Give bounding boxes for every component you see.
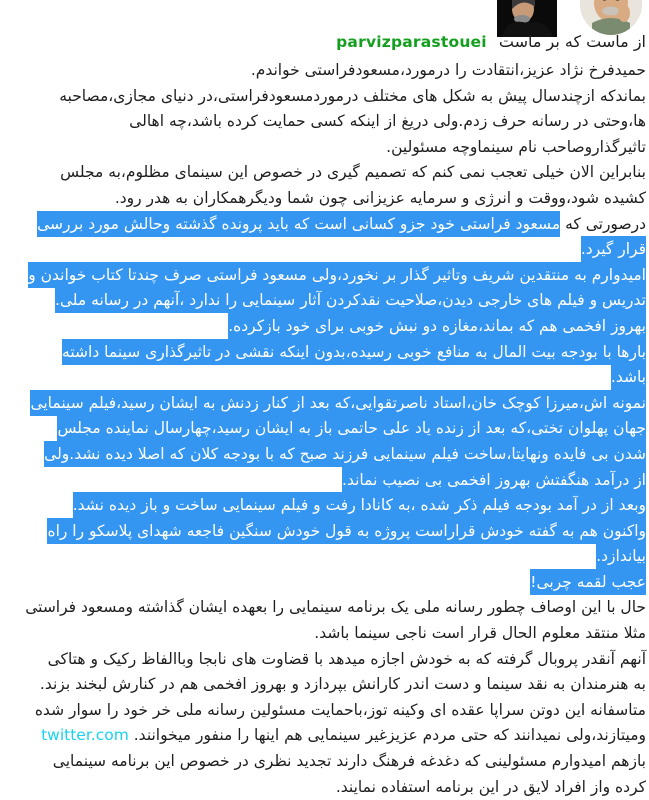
text-line xyxy=(3,595,646,621)
text-line xyxy=(3,314,646,340)
selected-text: جهان پهلوان تختی،که بعد از زنده یاد علی حاتمی باز به ایشان رسید،چهارسال نماینده مجلس xyxy=(57,415,646,441)
message-text-segment: متاسفانه این دوتن سراپا عقده ای وکینه توز،باحمایت مسئولین رسانه ملی خر خود را سوار شده xyxy=(34,700,646,719)
message-text-segment: بنابراین الان خیلی تعجب نمی کنم که تصمیم گیری در خصوص این سینمای مظلوم،به مجلس xyxy=(60,163,646,182)
selected-text: عجب لقمه چربی! xyxy=(530,569,646,595)
selected-text: شدن بی فایده ونهایتا،ساخت فیلم سینمایی فرزند صبح که با بودجه کلان که اصلا دیده نشد.ولی xyxy=(44,441,646,467)
text-line xyxy=(3,263,646,289)
selected-text: بیاندازد. xyxy=(596,543,646,569)
message-text-segment: کشیده شود،ووقت و انرژی و سرمایه عزیزانی چون شما ودیگرهمکاران به هدر رود. xyxy=(114,188,646,207)
text-line xyxy=(3,570,646,596)
text-line xyxy=(3,442,646,468)
text-line xyxy=(3,212,646,238)
selected-text: تدریس و فیلم های خارجی دیدن،صلاحیت نقدکردن آثار سینمایی را ندارد ،آنهم در رسانه ملی. xyxy=(55,287,646,313)
text-line xyxy=(3,468,646,494)
message-text-segment: درصورتی که xyxy=(560,214,646,233)
message-text-segment: حال با این اوصاف چطور رسانه ملی یک برنامه سینمایی را بعهده ایشان گذاشته ومسعود فراستی xyxy=(25,598,646,617)
profile-avatar[interactable] xyxy=(580,0,642,35)
selected-text: بهروز افخمی هم که بماند،مغازه دو نبش خوبی برای خود بازکرده. xyxy=(228,313,646,339)
text-line xyxy=(3,186,646,212)
selected-text: امیدوارم به منتقدین شریف وتاثیر گذار بر نخورد،ولی مسعود فراستی صرف چندتا کتاب خواندن و xyxy=(28,262,646,288)
text-line xyxy=(3,672,646,698)
selected-text: نمونه اش،میرزا کوچک خان،استاد ناصرتقوایی،که بعد از کنار زدنش به ایشان رسید،فیلم سینمایی xyxy=(30,390,646,416)
selected-text: مسعود فراستی خود جزو کسانی است که باید پرونده گذشته وحالش مورد بررسی xyxy=(37,211,560,237)
selected-text: وبعد از در آمد بودجه فیلم ذکر شده ،به کانادا رفت و فیلم سینمایی ساخت و باز دیده نشد. xyxy=(73,492,646,518)
text-line xyxy=(3,237,646,263)
selected-text: باشد. xyxy=(611,364,646,390)
message-text-segment: به هنرمندان به نقد سینما و دست اندر کارانش بپردازد و بهروز افخمی هم در کنارش لبخند بزند. xyxy=(39,675,646,694)
text-line xyxy=(3,58,646,84)
text-line xyxy=(3,519,646,545)
text-line xyxy=(3,493,646,519)
text-line xyxy=(3,775,646,800)
message-text-segment: ها،وحتی در رسانه حرف زدم.ولی دریغ از اینکه کسی حمایت کرده باشد،چه اهالی xyxy=(129,112,646,131)
selected-text: بارها با بودجه بیت المال به منافع خوبی رسیده،بدون اینکه نقشی در تاثیرگذاری سینما داشته xyxy=(62,339,646,365)
text-line xyxy=(3,109,646,135)
message-text-segment: کرده واز افراد لایق در این برنامه استفاده نمایند. xyxy=(335,777,646,796)
post-title-line xyxy=(0,31,646,53)
post-header xyxy=(0,0,649,57)
text-line xyxy=(3,749,646,775)
text-line xyxy=(3,160,646,186)
message-text-segment: بماندکه ازچندسال پیش به شکل های مختلف درموردمسعودفراستی،در دنیای مجازی،مصاحبه xyxy=(59,86,646,105)
selected-text: از درآمد هنگفتش بهروز افخمی بی نصیب نماند. xyxy=(342,467,646,493)
text-line xyxy=(3,544,646,570)
twitter-link[interactable]: twitter.com xyxy=(41,726,129,745)
header-phrase: از ماست که بر ماست xyxy=(498,32,646,51)
text-line xyxy=(3,288,646,314)
selected-text: قرار گیرد. xyxy=(581,236,646,262)
text-line xyxy=(3,621,646,647)
message-text-segment: بازهم امیدوارم مسئولینی که دغدغه فرهنگ دارند تجدید نظری در خصوص این برنامه سینمایی xyxy=(52,752,646,771)
text-line xyxy=(3,647,646,673)
message-text xyxy=(0,57,649,800)
text-line xyxy=(3,340,646,366)
text-line xyxy=(3,723,646,749)
message-text-segment: مثلا منتقد معلوم الحال قرار است ناجی سینما باشد. xyxy=(314,624,646,643)
avatar-face-illustration xyxy=(580,0,642,35)
selected-text: واکنون هم به گفته خودش قراراست پروژه به قول خودش سنگین فاجعه شهدای پلاسکو را راه xyxy=(47,518,646,544)
text-line xyxy=(3,365,646,391)
username-link[interactable]: parvizparastouei xyxy=(336,33,487,51)
text-line xyxy=(3,135,646,161)
message-text-segment: آنهم آنقدر پروبال گرفته که به خودش اجازه میدهد با قضاوت های نابجا وباالفاظ رکیک و هتاکی xyxy=(47,649,646,668)
text-line xyxy=(3,391,646,417)
message-text-segment: تاثیرگذاروصاحب نام سینماوچه مسئولین. xyxy=(386,137,646,156)
message-text-segment: ومیتازند،ولی نمیدانند که حتی مردم عزیزغیر سینمایی هم اینها را منفور میخوانند. xyxy=(128,726,646,745)
text-line xyxy=(3,698,646,724)
text-line xyxy=(3,416,646,442)
text-line xyxy=(3,84,646,110)
message-text-segment: حمیدفرخ نژاد عزیز،انتقادت را درمورد،مسعودفراستی خواندم. xyxy=(250,61,646,79)
